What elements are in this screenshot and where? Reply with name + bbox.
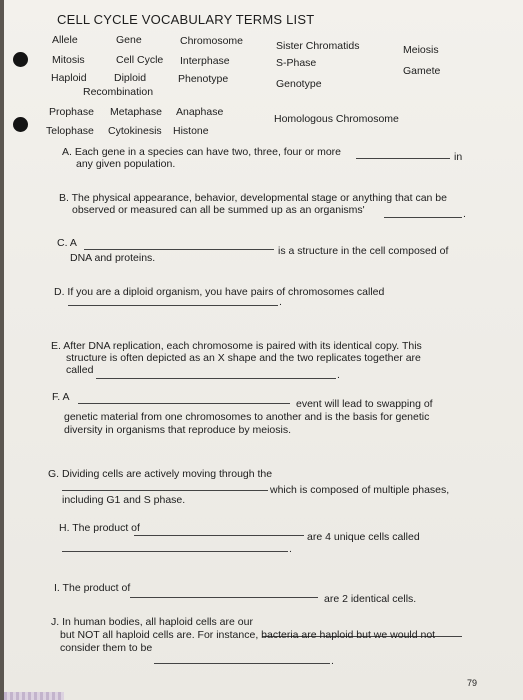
question-f-text: diversity in organisms that reproduce by meiosis. xyxy=(64,424,292,436)
question-j-text: consider them to be xyxy=(60,642,153,654)
question-e-text: structure is often depicted as an X shape and the two replicates together are xyxy=(66,352,421,364)
term-cell-cycle: Cell Cycle xyxy=(116,54,164,66)
term-phenotype: Phenotype xyxy=(178,73,229,85)
question-b-text: B. The physical appearance, behavior, developmental stage or anything that can be xyxy=(59,192,447,204)
answer-blank-j2[interactable] xyxy=(154,663,330,664)
term-interphase: Interphase xyxy=(180,55,230,67)
term-metaphase: Metaphase xyxy=(110,106,162,118)
question-j-text: but NOT all haploid cells are. For instance, bacteria are haploid but we would not xyxy=(60,629,436,641)
term-sister-chromatids: Sister Chromatids xyxy=(276,40,360,52)
answer-blank-f[interactable] xyxy=(78,403,290,404)
question-a-tail: in xyxy=(454,151,463,163)
term-homologous-chromosome: Homologous Chromosome xyxy=(274,113,399,125)
binder-hole xyxy=(13,52,28,67)
term-telophase: Telophase xyxy=(46,125,94,137)
term-prophase: Prophase xyxy=(49,106,94,118)
question-j-text: J. In human bodies, all haploid cells are our xyxy=(51,616,253,628)
question-h-end: . xyxy=(289,543,292,555)
answer-blank-g[interactable] xyxy=(62,490,268,491)
question-a-text: A. Each gene in a species can have two, three, four or more xyxy=(62,146,341,158)
answer-blank-b[interactable] xyxy=(384,217,462,218)
term-gamete: Gamete xyxy=(403,65,441,77)
question-h-start: H. The product of xyxy=(59,522,140,534)
worksheet-page xyxy=(4,0,523,700)
question-i-start: I. The product of xyxy=(54,582,131,594)
binder-hole xyxy=(13,117,28,132)
question-b-end: . xyxy=(463,208,466,220)
answer-blank-c[interactable] xyxy=(84,249,274,250)
question-c-start: C. A xyxy=(57,237,77,249)
question-e-end: . xyxy=(337,369,340,381)
question-g-text: G. Dividing cells are actively moving through the xyxy=(48,468,273,480)
term-cytokinesis: Cytokinesis xyxy=(108,125,162,137)
term-haploid: Haploid xyxy=(51,72,87,84)
term-gene: Gene xyxy=(116,34,142,46)
answer-blank-a[interactable] xyxy=(356,158,450,159)
question-e-text: called xyxy=(66,364,94,376)
answer-blank-e[interactable] xyxy=(96,378,336,379)
question-j-end: . xyxy=(331,655,334,667)
term-chromosome: Chromosome xyxy=(180,35,244,47)
answer-blank-i[interactable] xyxy=(130,597,318,598)
page-number: 79 xyxy=(467,678,478,688)
question-i-text: are 2 identical cells. xyxy=(324,593,417,605)
question-e-text: E. After DNA replication, each chromosome is paired with its identical copy. This xyxy=(51,340,422,352)
term-s-phase: S-Phase xyxy=(276,57,317,69)
question-d-text: D. If you are a diploid organism, you have pairs of chromosomes called xyxy=(54,286,385,298)
answer-blank-h2[interactable] xyxy=(62,551,288,552)
question-f-text: event will lead to swapping of xyxy=(296,398,433,410)
question-g-text: which is composed of multiple phases, xyxy=(270,484,450,496)
question-c-text: is a structure in the cell composed of xyxy=(278,245,449,257)
term-allele: Allele xyxy=(52,34,78,46)
answer-blank-h1[interactable] xyxy=(134,535,304,536)
term-anaphase: Anaphase xyxy=(176,106,224,118)
page-stack-edge xyxy=(4,692,64,700)
term-histone: Histone xyxy=(173,125,209,137)
question-g-text: including G1 and S phase. xyxy=(62,494,186,506)
question-h-text: are 4 unique cells called xyxy=(307,531,420,543)
question-a-text: any given population. xyxy=(76,158,176,170)
question-b-text: observed or measured can all be summed up as an organisms' xyxy=(72,204,365,216)
question-c-text: DNA and proteins. xyxy=(70,252,156,264)
answer-blank-d[interactable] xyxy=(68,305,278,306)
term-genotype: Genotype xyxy=(276,78,322,90)
page-title: CELL CYCLE VOCABULARY TERMS LIST xyxy=(57,12,315,27)
question-f-text: genetic material from one chromosomes to another and is the basis for genetic xyxy=(64,411,430,423)
question-d-end: . xyxy=(279,296,282,308)
question-f-start: F. A xyxy=(52,391,70,403)
term-mitosis: Mitosis xyxy=(52,54,85,66)
term-diploid: Diploid xyxy=(114,72,147,84)
term-recombination: Recombination xyxy=(83,86,154,98)
term-meiosis: Meiosis xyxy=(403,44,439,56)
